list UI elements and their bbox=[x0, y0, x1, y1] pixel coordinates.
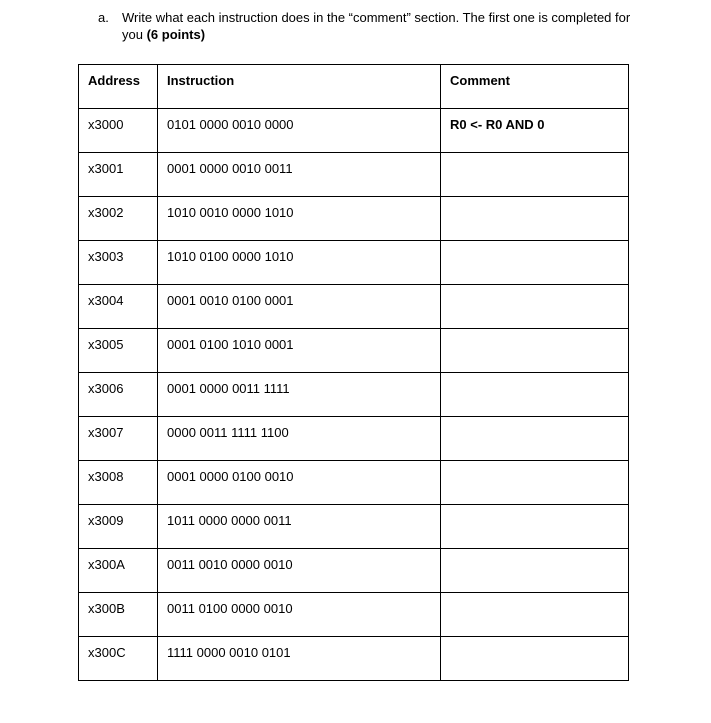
address-cell: x3003 bbox=[79, 241, 158, 285]
table-row bbox=[79, 109, 629, 153]
table-row bbox=[79, 329, 629, 373]
instruction-cell: 0001 0000 0011 1111 bbox=[158, 373, 441, 417]
instruction-cell: 0001 0000 0010 0011 bbox=[158, 153, 441, 197]
instruction-cell: 0000 0011 1111 1100 bbox=[158, 417, 441, 461]
instruction-cell: 0011 0100 0000 0010 bbox=[158, 593, 441, 637]
instruction-cell: 0011 0010 0000 0010 bbox=[158, 549, 441, 593]
table-row bbox=[79, 285, 629, 329]
table-row bbox=[79, 153, 629, 197]
address-cell: x300C bbox=[79, 637, 158, 681]
table-row bbox=[79, 637, 629, 681]
question-line1: Write what each instruction does in the “comment” section. The first one is completed for bbox=[122, 10, 631, 25]
instruction-table bbox=[78, 64, 629, 681]
address-cell: x3004 bbox=[79, 285, 158, 329]
table-row bbox=[79, 549, 629, 593]
address-cell: x3008 bbox=[79, 461, 158, 505]
address-cell: x3007 bbox=[79, 417, 158, 461]
comment-cell bbox=[441, 241, 629, 285]
table-row bbox=[79, 373, 629, 417]
comment-cell bbox=[441, 417, 629, 461]
table-row bbox=[79, 593, 629, 637]
table-header-row bbox=[79, 65, 629, 109]
question-text bbox=[122, 9, 678, 43]
comment-cell bbox=[441, 637, 629, 681]
question-line2: you bbox=[122, 27, 147, 42]
address-cell: x3001 bbox=[79, 153, 158, 197]
question-marker: a. bbox=[98, 10, 109, 25]
comment-cell: R0 <- R0 AND 0 bbox=[441, 109, 629, 153]
table-row bbox=[79, 197, 629, 241]
comment-cell bbox=[441, 373, 629, 417]
comment-cell bbox=[441, 197, 629, 241]
instruction-cell: 0101 0000 0010 0000 bbox=[158, 109, 441, 153]
address-cell: x300A bbox=[79, 549, 158, 593]
address-cell: x3009 bbox=[79, 505, 158, 549]
question-heading bbox=[98, 9, 678, 43]
table-row bbox=[79, 461, 629, 505]
address-cell: x3000 bbox=[79, 109, 158, 153]
table-row bbox=[79, 241, 629, 285]
instruction-cell: 0001 0010 0100 0001 bbox=[158, 285, 441, 329]
comment-cell bbox=[441, 593, 629, 637]
address-cell: x3006 bbox=[79, 373, 158, 417]
table-row bbox=[79, 505, 629, 549]
instruction-cell: 1011 0000 0000 0011 bbox=[158, 505, 441, 549]
header-address: Address bbox=[79, 65, 158, 109]
instruction-cell: 1010 0010 0000 1010 bbox=[158, 197, 441, 241]
comment-cell bbox=[441, 153, 629, 197]
instruction-cell: 1010 0100 0000 1010 bbox=[158, 241, 441, 285]
instruction-cell: 0001 0000 0100 0010 bbox=[158, 461, 441, 505]
address-cell: x3005 bbox=[79, 329, 158, 373]
instruction-cell: 0001 0100 1010 0001 bbox=[158, 329, 441, 373]
address-cell: x300B bbox=[79, 593, 158, 637]
comment-cell bbox=[441, 461, 629, 505]
address-cell: x3002 bbox=[79, 197, 158, 241]
instruction-cell: 1111 0000 0010 0101 bbox=[158, 637, 441, 681]
header-instruction: Instruction bbox=[158, 65, 441, 109]
table-body bbox=[79, 109, 629, 681]
comment-cell bbox=[441, 329, 629, 373]
comment-cell bbox=[441, 549, 629, 593]
header-comment: Comment bbox=[441, 65, 629, 109]
comment-cell bbox=[441, 285, 629, 329]
comment-cell bbox=[441, 505, 629, 549]
question-points: (6 points) bbox=[146, 27, 206, 42]
table-row bbox=[79, 417, 629, 461]
